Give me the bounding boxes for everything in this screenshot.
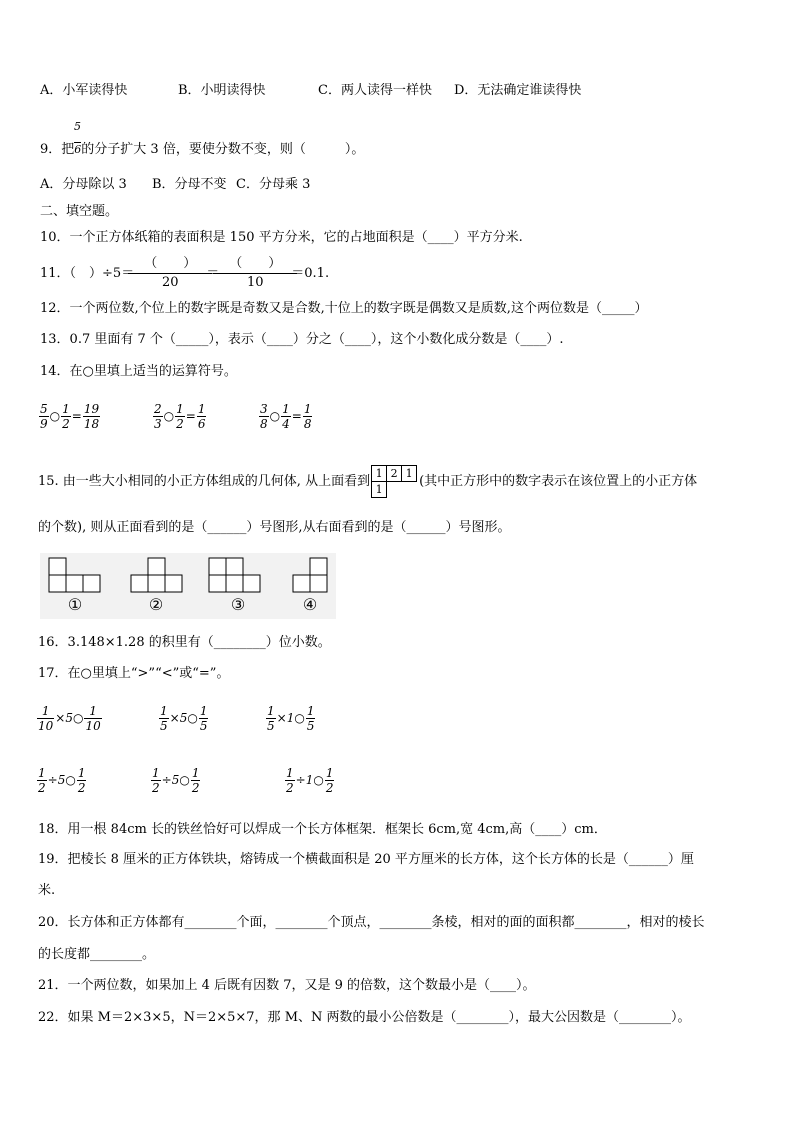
q17-row1-expr-2 — [158, 700, 209, 737]
question-9 — [40, 141, 364, 159]
den: 8 — [303, 417, 312, 431]
q17-row2-expr-2 — [150, 762, 201, 799]
den: 9 — [40, 417, 48, 431]
num: 1 — [303, 402, 312, 416]
num: 1 — [197, 402, 206, 416]
question-21: 21．一个两位数，如果加上 4 后既有因数 7，又是 9 的倍数，这个数最小是（____）。 — [38, 978, 536, 993]
q17-circle[interactable]: ×5○ — [55, 711, 84, 725]
question-12: 12．一个两位数,个位上的数字既是奇数又是合数,十位上的数字既是偶数又是质数,这个两位数是（_____） — [40, 301, 648, 316]
question-19-line-1: 19．把棱长 8 厘米的正方体铁块，熔铸成一个横截面积是 20 平方厘米的长方体，这个长方体的长是（______）厘 — [38, 852, 694, 867]
fraction — [77, 766, 87, 795]
q14-expr-1 — [38, 398, 101, 435]
den: 5 — [199, 719, 208, 733]
q14-2-equals: = — [185, 409, 196, 423]
fraction — [285, 766, 295, 795]
q15-label-1: ① — [67, 595, 83, 614]
q15-top-view-grid — [372, 466, 417, 498]
den: 18 — [83, 417, 100, 431]
q11-f1-den: 20 — [128, 273, 212, 292]
q15-suffix: (其中正方形中的数字表示在该位置上的小正方体 — [419, 474, 698, 489]
q14-1-a — [39, 402, 49, 431]
q15-figure-2 — [130, 557, 184, 593]
fraction — [191, 766, 201, 795]
num: 5 — [40, 402, 48, 416]
den: 5 — [306, 719, 315, 733]
q17-row2-expr-1 — [36, 762, 87, 799]
fraction — [151, 766, 161, 795]
q9-prefix: 9．把 — [40, 142, 75, 157]
question-16: 16．3.148×1.28 的积里有（________）位小数。 — [38, 635, 331, 650]
num: 1 — [282, 402, 290, 416]
q14-3-c — [303, 402, 313, 431]
top-cell: 1 — [401, 465, 417, 482]
q14-expr-2 — [152, 398, 207, 435]
den: 2 — [286, 781, 294, 795]
num: 3 — [260, 402, 268, 416]
question-18: 18．用一根 84cm 长的铁丝恰好可以焊成一个长方体框架．框架长 6cm,宽 4cm,高（____）cm． — [38, 822, 607, 837]
question-22: 22．如果 M＝2×3×5，N＝2×5×7，那 M、N 两数的最小公倍数是（________），最大公因数是（________）。 — [38, 1010, 691, 1025]
question-17: 17．在○里填上“>”“<”或“=”。 — [38, 666, 230, 681]
fraction — [37, 766, 47, 795]
question-11 — [40, 255, 329, 293]
q15-figure-4 — [292, 557, 330, 593]
q9-options — [40, 176, 310, 194]
num: 1 — [286, 766, 294, 780]
num: 1 — [191, 766, 200, 780]
den: 2 — [176, 417, 184, 431]
q14-2-c — [197, 402, 207, 431]
den: 2 — [325, 781, 334, 795]
num: 1 — [89, 704, 97, 718]
question-15 — [38, 464, 697, 500]
num: 1 — [199, 704, 208, 718]
q15-figure-1 — [48, 557, 102, 593]
den: 4 — [282, 417, 290, 431]
q9-option-b: B．分母不变 — [152, 177, 227, 192]
q17-circle[interactable]: ×5○ — [169, 711, 198, 725]
num: 1 — [152, 766, 160, 780]
q14-2-a — [153, 402, 163, 431]
fraction — [325, 766, 335, 795]
num: 1 — [267, 704, 275, 718]
q14-3-circle[interactable]: ○ — [269, 409, 281, 423]
q8-option-c: C．两人读得一样快 — [318, 83, 432, 98]
num: 1 — [62, 402, 70, 416]
den: 8 — [260, 417, 268, 431]
q17-circle[interactable]: ×1○ — [276, 711, 305, 725]
top-cell: 2 — [386, 465, 402, 482]
den: 5 — [267, 719, 275, 733]
q8-option-d: D．无法确定谁读得快 — [454, 83, 582, 98]
den: 2 — [62, 417, 70, 431]
q11-fraction-1 — [136, 255, 204, 292]
fraction — [199, 704, 209, 733]
q17-circle[interactable]: ÷5○ — [161, 773, 190, 787]
num: 1 — [306, 704, 315, 718]
num: 1 — [77, 766, 86, 780]
num: 19 — [83, 402, 100, 416]
section-2-heading: 二、填空题。 — [40, 204, 119, 219]
q14-3-equals: = — [291, 409, 302, 423]
den: 10 — [85, 719, 101, 733]
question-19-line-2: 米. — [38, 883, 56, 898]
top-cell: 1 — [371, 481, 387, 498]
fraction — [306, 704, 316, 733]
q9-fraction-den: 6 — [74, 143, 82, 156]
q17-row1-expr-1 — [36, 700, 103, 737]
q15-figure-3 — [208, 557, 262, 593]
q14-3-b — [281, 402, 291, 431]
question-13: 13．0.7 里面有 7 个（_____），表示（____）分之（____），这个小数化成分数是（____）. — [40, 332, 564, 347]
q8-option-b: B．小明读得快 — [178, 83, 266, 98]
q14-3-a — [259, 402, 269, 431]
q14-1-b — [61, 402, 71, 431]
q15-label-2: ② — [148, 595, 164, 614]
num: 1 — [176, 402, 184, 416]
num: 1 — [38, 766, 46, 780]
question-20-line-2: 的长度都________。 — [38, 947, 156, 962]
q9-option-c: C．分母乘 3 — [236, 177, 311, 192]
q15-label-4: ④ — [302, 595, 318, 614]
q15-line-2: 的个数), 则从正面看到的是（______）号图形,从右面看到的是（______）号图形。 — [38, 520, 511, 535]
den: 2 — [152, 781, 160, 795]
q14-expr-3 — [258, 398, 313, 435]
fraction — [159, 704, 169, 733]
q14-2-circle[interactable]: ○ — [163, 409, 175, 423]
q11-f2-den: 10 — [213, 273, 297, 292]
q11-fraction-2 — [221, 255, 289, 292]
num: 1 — [160, 704, 168, 718]
den: 2 — [77, 781, 86, 795]
den: 3 — [154, 417, 162, 431]
q11-suffix: ＝0.1. — [291, 266, 330, 281]
q11-f1-num: （ ） — [144, 256, 197, 271]
question-10: 10．一个正方体纸箱的表面积是 150 平方分米，它的占地面积是（____）平方分米. — [40, 230, 523, 245]
q9-fraction-num: 5 — [74, 120, 81, 133]
question-14: 14．在○里填上适当的运算符号。 — [40, 364, 237, 379]
q17-row1-expr-3 — [265, 700, 316, 737]
den: 10 — [38, 719, 54, 733]
den: 6 — [197, 417, 206, 431]
num: 1 — [41, 704, 50, 718]
question-20-line-1: 20．长方体和正方体都有________个面，________个顶点，________条棱，相对的面的面积都________，相对的棱长 — [38, 915, 705, 930]
q14-1-equals: = — [71, 409, 82, 423]
q14-2-b — [175, 402, 185, 431]
num: 1 — [325, 766, 334, 780]
q17-row2-expr-3 — [284, 762, 335, 799]
q11-equals: ＝ — [206, 266, 220, 281]
den: 2 — [38, 781, 46, 795]
q8-option-a: A．小军读得快 — [40, 83, 128, 98]
q14-1-circle[interactable]: ○ — [49, 409, 61, 423]
fraction — [266, 704, 276, 733]
q17-circle[interactable]: ÷1○ — [295, 773, 324, 787]
q17-circle[interactable]: ÷5○ — [47, 773, 76, 787]
q9-option-a: A．分母除以 3 — [40, 177, 127, 192]
fraction — [84, 704, 101, 733]
q8-options — [40, 82, 581, 100]
q9-suffix: 的分子扩大 3 倍，要使分数不变，则（ ）。 — [81, 142, 365, 157]
q11-prefix: 11．（ ）÷5＝ — [40, 266, 135, 281]
num: 2 — [154, 402, 162, 416]
den: 5 — [160, 719, 168, 733]
q15-prefix: 15. 由一些大小相同的小正方体组成的几何体, 从上面看到 — [38, 474, 371, 489]
fraction — [37, 704, 54, 733]
q15-label-3: ③ — [230, 595, 246, 614]
den: 2 — [191, 781, 200, 795]
q14-1-c — [83, 402, 100, 431]
top-cell: 1 — [371, 465, 387, 482]
q11-f2-num: （ ） — [229, 256, 282, 271]
